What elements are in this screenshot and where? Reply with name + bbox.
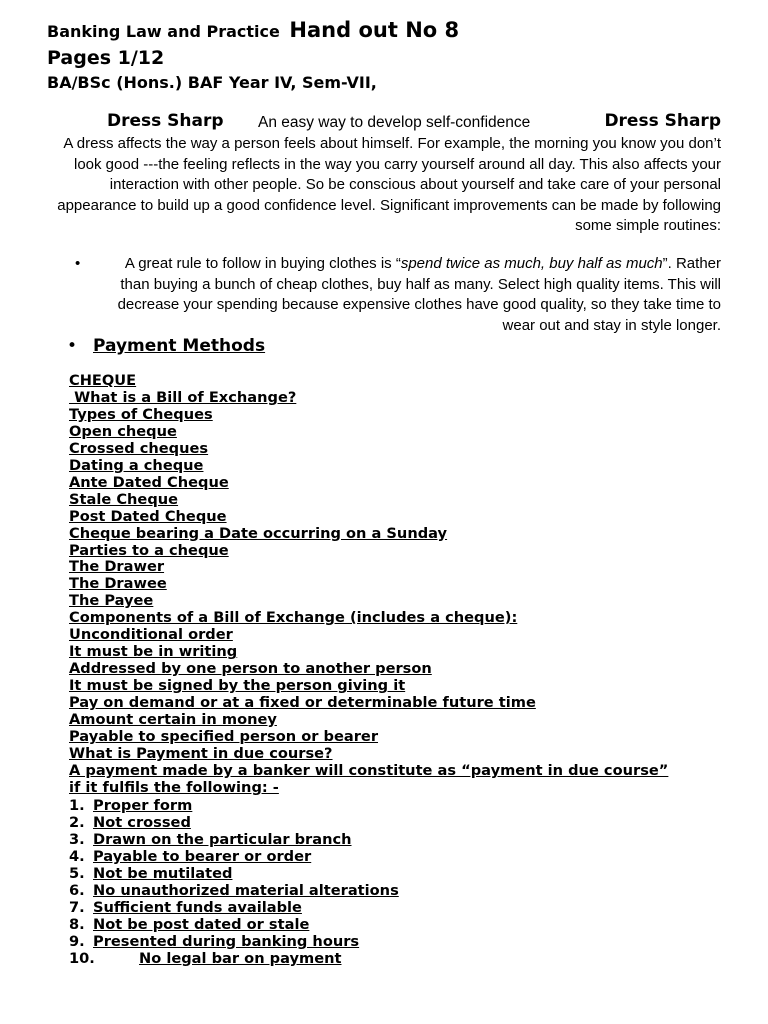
condition-number: 6. [69, 881, 85, 899]
condition-number: 9. [69, 932, 85, 950]
dress-sharp-left-title: Dress Sharp [107, 111, 224, 131]
topic-item: Unconditional order [69, 626, 233, 644]
condition-item [69, 815, 399, 832]
condition-item [69, 832, 399, 849]
topic-item: Crossed cheques [69, 439, 209, 457]
tip-text-start: A great rule to follow in buying clothes is “ [124, 255, 401, 272]
condition-number: 8. [69, 915, 85, 933]
topic-item: What is Payment in due course? [69, 744, 333, 762]
topic-item: Addressed by one person to another person [69, 660, 432, 678]
dress-sharp-right-title: Dress Sharp [604, 111, 721, 131]
program-line: BA/BSc (Hons.) BAF Year IV, Sem-VII, [47, 73, 377, 92]
condition-item [69, 917, 399, 934]
condition-item [69, 934, 399, 951]
bullet-icon: • [67, 336, 78, 356]
course-title: Banking Law and Practice [47, 22, 280, 41]
topic-item: The Drawer [69, 558, 165, 576]
document-header [47, 18, 459, 42]
topic-item: It must be signed by the person giving it [69, 677, 406, 695]
tip-emphasis: spend twice as much, buy half as much [400, 255, 663, 272]
topic-list [69, 373, 668, 797]
topic-item: Components of a Bill of Exchange (includes a cheque): [69, 609, 518, 627]
condition-item [69, 900, 399, 917]
topic-item: Types of Cheques [69, 405, 213, 423]
condition-item [69, 883, 399, 900]
topic-item: A payment made by a banker will constitute as “payment in due course” [69, 761, 669, 779]
condition-text: Presented during banking hours [93, 932, 360, 950]
condition-text: Sufficient funds available [93, 898, 302, 916]
topic-item: What is a Bill of Exchange? [69, 388, 297, 406]
topic-item: Post Dated Cheque [69, 507, 227, 525]
topic-item: It must be in writing [69, 643, 238, 661]
topic-item: Amount certain in money [69, 711, 277, 729]
condition-text: Not be post dated or stale [93, 915, 310, 933]
topic-item: Dating a cheque [69, 456, 204, 474]
condition-number: 4. [69, 847, 85, 865]
condition-text: Not crossed [93, 813, 191, 831]
topic-item: Pay on demand or at a fixed or determinable future time [69, 694, 536, 712]
condition-number: 1. [69, 797, 85, 814]
bullet-icon: • [75, 255, 81, 272]
condition-text: Proper form [93, 797, 193, 814]
tip-text-end: ”. Rather than buying a bunch of cheap clothes, buy half as many. Select high quality items. This will decrease your spending because expensive clothes have good quality, so they take time to wear out and stay in style longer. [117, 255, 721, 334]
condition-number: 7. [69, 898, 85, 916]
condition-number: 3. [69, 830, 85, 848]
condition-number: 5. [69, 864, 85, 882]
condition-item [69, 951, 399, 968]
topic-item: CHEQUE [69, 372, 137, 389]
page-count: Pages 1/12 [47, 47, 165, 69]
condition-text: Drawn on the particular branch [93, 830, 352, 848]
payment-methods-heading [67, 336, 265, 356]
topic-item: Stale Cheque [69, 490, 179, 508]
topic-item: Ante Dated Cheque [69, 473, 229, 491]
condition-item [69, 849, 399, 866]
clothing-tip-bullet [75, 254, 721, 336]
dress-sharp-heading-row [47, 111, 721, 133]
payment-methods-label: Payment Methods [93, 336, 266, 356]
topic-item: if it fulfils the following: - [69, 778, 279, 796]
condition-number: 10. [69, 949, 95, 967]
dress-sharp-subtitle: An easy way to develop self-confidence [258, 114, 531, 131]
condition-text: No unauthorized material alterations [93, 881, 399, 899]
condition-item [69, 798, 399, 815]
condition-item [69, 866, 399, 883]
topic-item: The Payee [69, 592, 154, 610]
intro-paragraph: A dress affects the way a person feels about himself. For example, the morning you know you don’t look good ---the feeling reflects in the way you carry yourself around all day. This also affects your interaction with other people. So be conscious about yourself and take care of your personal appearance to build up a good confidence level. Significant improvements can be made by following some simple routines: [57, 135, 721, 235]
topic-item: Parties to a cheque [69, 541, 229, 559]
topic-item: Cheque bearing a Date occurring on a Sunday [69, 524, 448, 542]
condition-number: 2. [69, 813, 85, 831]
condition-text: No legal bar on payment [139, 949, 342, 967]
condition-text: Not be mutilated [93, 864, 233, 882]
topic-item: Open cheque [69, 422, 177, 440]
topic-item: The Drawee [69, 575, 167, 593]
topic-item: Payable to specified person or bearer [69, 728, 379, 746]
condition-text: Payable to bearer or order [93, 847, 312, 865]
handout-number: Hand out No 8 [289, 18, 460, 42]
clothing-tip-text [98, 254, 721, 336]
payment-conditions-list [69, 798, 399, 968]
